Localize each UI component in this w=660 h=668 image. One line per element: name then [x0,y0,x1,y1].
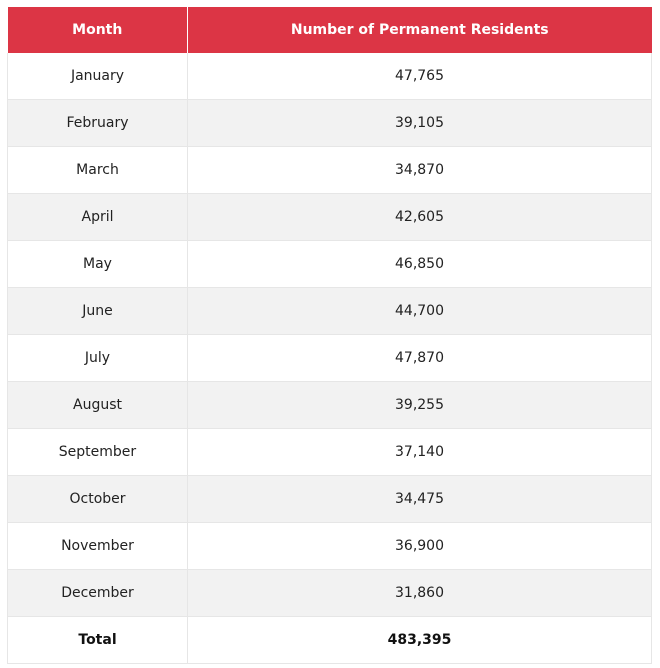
value-cell: 36,900 [188,523,652,570]
total-row [8,617,652,664]
table-row [8,100,652,147]
table-body [8,53,652,664]
header-month: Month [8,7,188,53]
total-value: 483,395 [188,617,652,664]
table-row [8,523,652,570]
value-cell: 34,475 [188,476,652,523]
month-cell: June [8,288,188,335]
month-cell: February [8,100,188,147]
month-cell: November [8,523,188,570]
value-cell: 37,140 [188,429,652,476]
value-cell: 44,700 [188,288,652,335]
value-cell: 39,255 [188,382,652,429]
month-cell: September [8,429,188,476]
month-cell: January [8,53,188,100]
table-row [8,53,652,100]
value-cell: 31,860 [188,570,652,617]
value-cell: 39,105 [188,100,652,147]
total-label: Total [8,617,188,664]
value-cell: 34,870 [188,147,652,194]
table-row [8,335,652,382]
value-cell: 46,850 [188,241,652,288]
month-cell: July [8,335,188,382]
residents-table-container [7,7,651,664]
month-cell: August [8,382,188,429]
value-cell: 47,765 [188,53,652,100]
table-row [8,476,652,523]
month-cell: May [8,241,188,288]
residents-table [7,7,652,664]
month-cell: December [8,570,188,617]
table-row [8,241,652,288]
header-residents: Number of Permanent Residents [188,7,652,53]
table-row [8,194,652,241]
value-cell: 47,870 [188,335,652,382]
table-header [8,7,652,53]
table-row [8,288,652,335]
table-row [8,429,652,476]
month-cell: October [8,476,188,523]
month-cell: April [8,194,188,241]
table-row [8,147,652,194]
header-row [8,7,652,53]
table-row [8,570,652,617]
table-row [8,382,652,429]
month-cell: March [8,147,188,194]
value-cell: 42,605 [188,194,652,241]
